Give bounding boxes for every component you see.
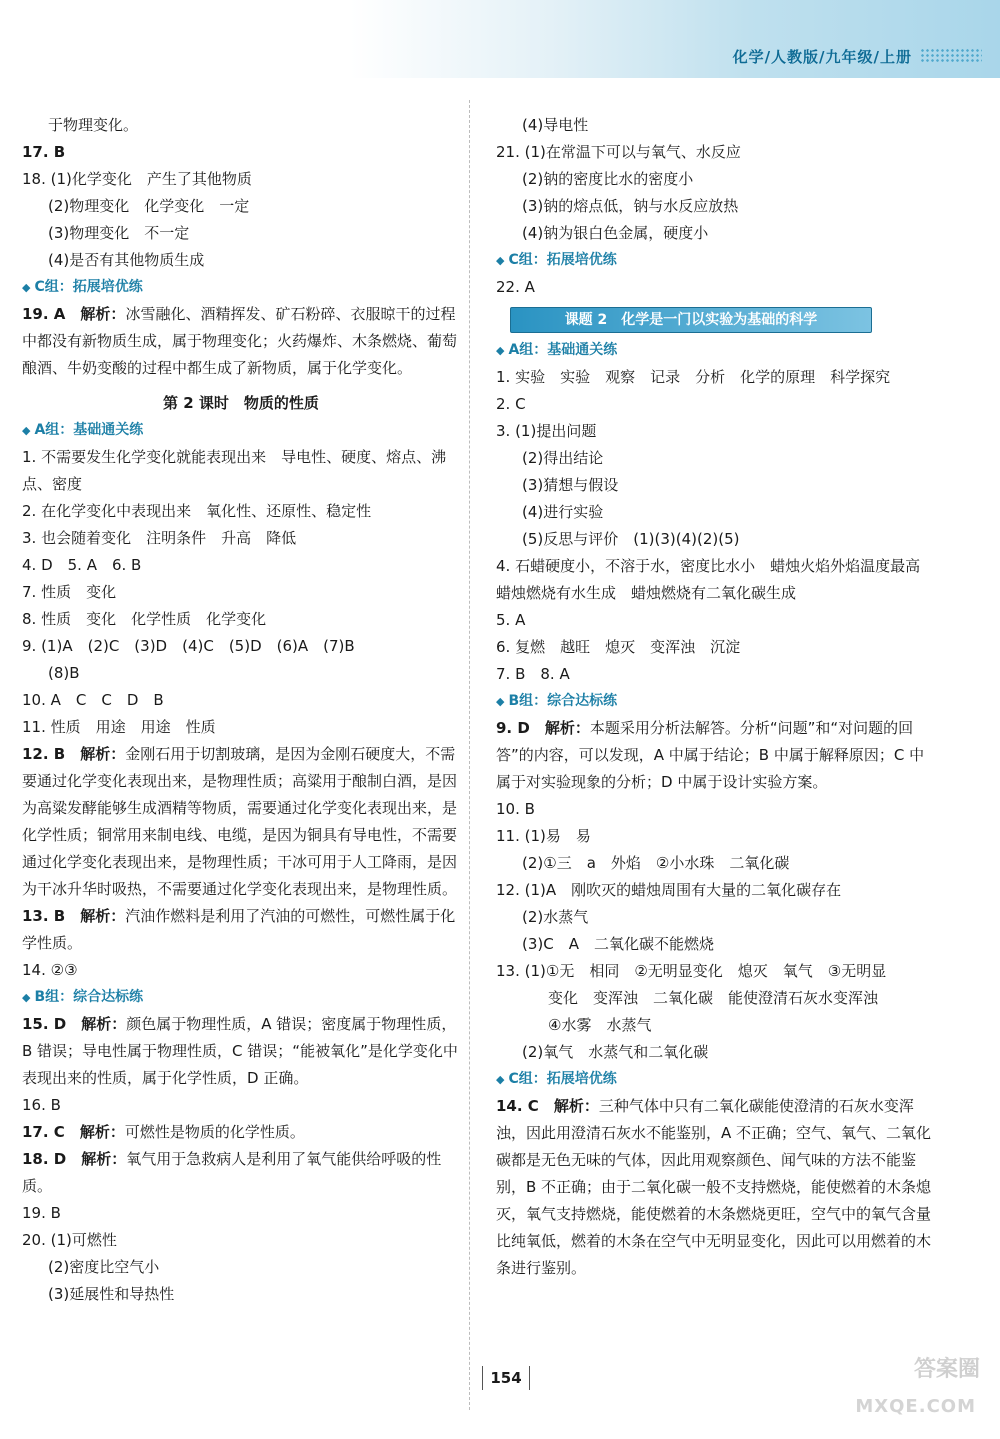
analysis-label: 解析： xyxy=(81,1015,127,1033)
answer-14 xyxy=(496,1093,934,1282)
analysis-label: 解析： xyxy=(81,1150,127,1168)
section-heading-c xyxy=(496,247,934,274)
answer-18-4: (4)是否有其他物质生成 xyxy=(48,251,205,269)
analysis-text: 汽油作燃料是利用了汽油的可燃性，可燃性属于化学性质。 xyxy=(22,907,456,952)
answer-7-8: 7. B 8. A xyxy=(496,665,570,683)
answer-7: 7. 性质 变化 xyxy=(22,583,117,601)
answer-11-2: (2)①三 a 外焰 ②小水珠 二氧化碳 xyxy=(522,854,790,872)
answer-20-2: (2)密度比空气小 xyxy=(48,1258,160,1276)
answer-21-2: (2)钠的密度比水的密度小 xyxy=(522,170,694,188)
answer-13-1c: ④水雾 水蒸气 xyxy=(548,1016,652,1034)
section-heading-a xyxy=(22,417,460,444)
lesson-title: 第 2 课时 物质的性质 xyxy=(163,394,319,412)
answer-13-1b: 变化 变浑浊 二氧化碳 能使澄清石灰水变浑浊 xyxy=(548,989,879,1007)
section-heading-label: B组：综合达标练 xyxy=(34,989,144,1005)
answer-1: 1. 不需要发生化学变化就能表现出来 导电性、硬度、熔点、沸点、密度 xyxy=(22,448,447,493)
answer-12-2: (2)水蒸气 xyxy=(522,908,589,926)
section-heading-label: B组：综合达标练 xyxy=(508,693,618,709)
right-column xyxy=(496,112,934,1282)
answer-11-1: 11. (1)易 易 xyxy=(496,827,591,845)
left-column xyxy=(22,112,460,1308)
answer-10: 10. A C C D B xyxy=(22,691,164,709)
column-divider xyxy=(469,100,470,1410)
answer-20-1: 20. (1)可燃性 xyxy=(22,1231,117,1249)
answer-9 xyxy=(496,715,934,796)
answer-11: 11. 性质 用途 用途 性质 xyxy=(22,718,216,736)
answer-2: 2. C xyxy=(496,395,526,413)
answer-13-2: (2)氧气 水蒸气和二氧化碳 xyxy=(522,1043,709,1061)
analysis-text: 冰雪融化、酒精挥发、矿石粉碎、衣服晾干的过程中都没有新物质生成，属于物理变化；火药爆炸、木条燃烧、葡萄酿酒、牛奶变酸的过程中都生成了新物质，属于化学变化。 xyxy=(22,305,458,377)
answer-3-1: 3. (1)提出问题 xyxy=(496,422,597,440)
section-heading-a xyxy=(496,337,934,364)
answer-18-2: (2)物理变化 化学变化 一定 xyxy=(48,197,250,215)
answer-18-3: (3)物理变化 不一定 xyxy=(48,224,190,242)
analysis-text: 本题采用分析法解答。分析“问题”和“对问题的回答”的内容，可以发现，A 中属于结论；B 中属于解释原因；C 中属于对实验现象的分析；D 中属于设计实验方案。 xyxy=(496,719,925,791)
answer-8: 8. 性质 变化 化学性质 化学变化 xyxy=(22,610,267,628)
section-heading-b xyxy=(22,984,460,1011)
answer-number: 13. B xyxy=(22,907,66,925)
answer-20-4: (4)导电性 xyxy=(522,116,589,134)
answer-22: 22. A xyxy=(496,278,535,296)
answer-12 xyxy=(22,741,460,903)
analysis-text: 颜色属于物理性质，A 错误；密度属于物理性质，B 错误；导电性属于物理性质，C 错误；“能被氧化”是化学变化中表现出来的性质，属于化学性质，D 正确。 xyxy=(22,1015,458,1087)
answer-number: 17. C xyxy=(22,1123,65,1141)
answer-21-3: (3)钠的熔点低，钠与水反应放热 xyxy=(522,197,739,215)
answer-3-4: (4)进行实验 xyxy=(522,503,604,521)
analysis-label: 解析： xyxy=(80,305,126,323)
answer-number: 9. D xyxy=(496,719,530,737)
page-number: 154 xyxy=(482,1366,530,1390)
answer-9b: (8)B xyxy=(48,664,80,682)
section-heading-label: C组：拓展培优练 xyxy=(508,1071,617,1087)
answer-1: 1. 实验 实验 观察 记录 分析 化学的原理 科学探究 xyxy=(496,368,891,386)
analysis-label: 解析： xyxy=(79,1123,125,1141)
answer-4: 4. 石蜡硬度小，不溶于水，密度比水小 蜡烛火焰外焰温度最高 蜡烛燃烧有水生成 蜡烛燃烧有二氧化碳生成 xyxy=(496,557,936,602)
answer-5: 5. A xyxy=(496,611,526,629)
section-heading-c xyxy=(496,1066,934,1093)
answer-3-3: (3)猜想与假设 xyxy=(522,476,619,494)
lesson-banner: 课题 2 化学是一门以实验为基础的科学 xyxy=(510,307,872,333)
watermark-url: MXQE.COM xyxy=(855,1396,976,1417)
analysis-text: 可燃性是物质的化学性质。 xyxy=(124,1123,305,1141)
section-heading-label: A组：基础通关练 xyxy=(34,422,144,438)
answer-4-6: 4. D 5. A 6. B xyxy=(22,556,142,574)
analysis-label: 解析： xyxy=(544,719,590,737)
diamond-icon: ◆ xyxy=(22,281,31,294)
answer-number: 15. D xyxy=(22,1015,67,1033)
answer-15 xyxy=(22,1011,460,1092)
answer-12-3: (3)C A 二氧化碳不能燃烧 xyxy=(522,935,714,953)
answer-21-4: (4)钠为银白色金属，硬度小 xyxy=(522,224,709,242)
answer-13 xyxy=(22,903,460,957)
watermark-logo: 答案圈 xyxy=(913,1357,980,1382)
answer-19b: 19. B xyxy=(22,1204,61,1222)
analysis-text: 氧气用于急救病人是利用了氧气能供给呼吸的性质。 xyxy=(22,1150,442,1195)
answer-18-1: 18. (1)化学变化 产生了其他物质 xyxy=(22,170,252,188)
answer-6: 6. 复燃 越旺 熄灭 变浑浊 沉淀 xyxy=(496,638,741,656)
analysis-text: 金刚石用于切割玻璃，是因为金刚石硬度大，不需要通过化学变化表现出来，是物理性质；高粱用于酿制白酒，是因为高粱发酵能够生成酒精等物质，需要通过化学变化表现出来，是化学性质；铜常用来制电线、电缆，是因为铜具有导电性，不需要通过化学变化表现出来，是物理性质；干冰可用于人工降雨，是因为干冰升华时吸热，不需要通过化学变化表现出来，是物理性质。 xyxy=(22,745,458,898)
answer-3-5: (5)反思与评价 (1)(3)(4)(2)(5) xyxy=(522,530,740,548)
section-heading-label: A组：基础通关练 xyxy=(508,342,618,358)
analysis-label: 解析： xyxy=(80,745,126,763)
answer-3: 3. 也会随着变化 注明条件 升高 降低 xyxy=(22,529,297,547)
section-heading-c xyxy=(22,274,460,301)
answer-19 xyxy=(22,301,460,382)
answer-10: 10. B xyxy=(496,800,535,818)
diamond-icon: ◆ xyxy=(496,1073,505,1086)
section-heading-b xyxy=(496,688,934,715)
answer-number: 18. D xyxy=(22,1150,67,1168)
answer-12-1: 12. (1)A 刚吹灭的蜡烛周围有大量的二氧化碳存在 xyxy=(496,881,842,899)
answer-line: 于物理变化。 xyxy=(48,116,139,134)
answer-16: 16. B xyxy=(22,1096,61,1114)
diamond-icon: ◆ xyxy=(22,991,31,1004)
answer-20-3: (3)延展性和导热性 xyxy=(48,1285,175,1303)
diamond-icon: ◆ xyxy=(496,695,505,708)
answer-number: 14. C xyxy=(496,1097,539,1115)
analysis-label: 解析： xyxy=(553,1097,599,1115)
answer-number: 19. A xyxy=(22,305,66,323)
answer-2: 2. 在化学变化中表现出来 氧化性、还原性、稳定性 xyxy=(22,502,372,520)
analysis-text: 三种气体中只有二氧化碳能使澄清的石灰水变浑浊，因此用澄清石灰水不能鉴别，A 不正确；空气、氧气、二氧化碳都是无色无味的气体，因此用观察颜色、闻气味的方法不能鉴别，B 不正确；由于二氧化碳一般不支持燃烧，能使燃着的木条熄灭，氧气支持燃烧，能使燃着的木条燃烧更旺，空气中的氧气含量比纯氧低，燃着的木条在空气中无明显变化，因此可以用燃着的木条进行鉴别。 xyxy=(496,1097,932,1277)
answer-21-1: 21. (1)在常温下可以与氧气、水反应 xyxy=(496,143,741,161)
answer-number: 12. B xyxy=(22,745,66,763)
answer-18b xyxy=(22,1146,460,1200)
diamond-icon: ◆ xyxy=(496,254,505,267)
answer-13-1: 13. (1)①无 相同 ②无明显变化 熄灭 氧气 ③无明显 xyxy=(496,962,887,980)
section-heading-label: C组：拓展培优练 xyxy=(508,252,617,268)
diamond-icon: ◆ xyxy=(22,424,31,437)
header-dot-pattern xyxy=(920,48,982,64)
answer-14: 14. ②③ xyxy=(22,961,78,979)
running-header-title: 化学/人教版/九年级/上册 xyxy=(732,48,912,66)
answer-9a: 9. (1)A (2)C (3)D (4)C (5)D (6)A (7)B xyxy=(22,637,355,655)
answer-17: 17. B xyxy=(22,143,66,161)
answer-17b xyxy=(22,1119,460,1146)
section-heading-label: C组：拓展培优练 xyxy=(34,279,143,295)
analysis-label: 解析： xyxy=(80,907,126,925)
diamond-icon: ◆ xyxy=(496,344,505,357)
answer-3-2: (2)得出结论 xyxy=(522,449,604,467)
